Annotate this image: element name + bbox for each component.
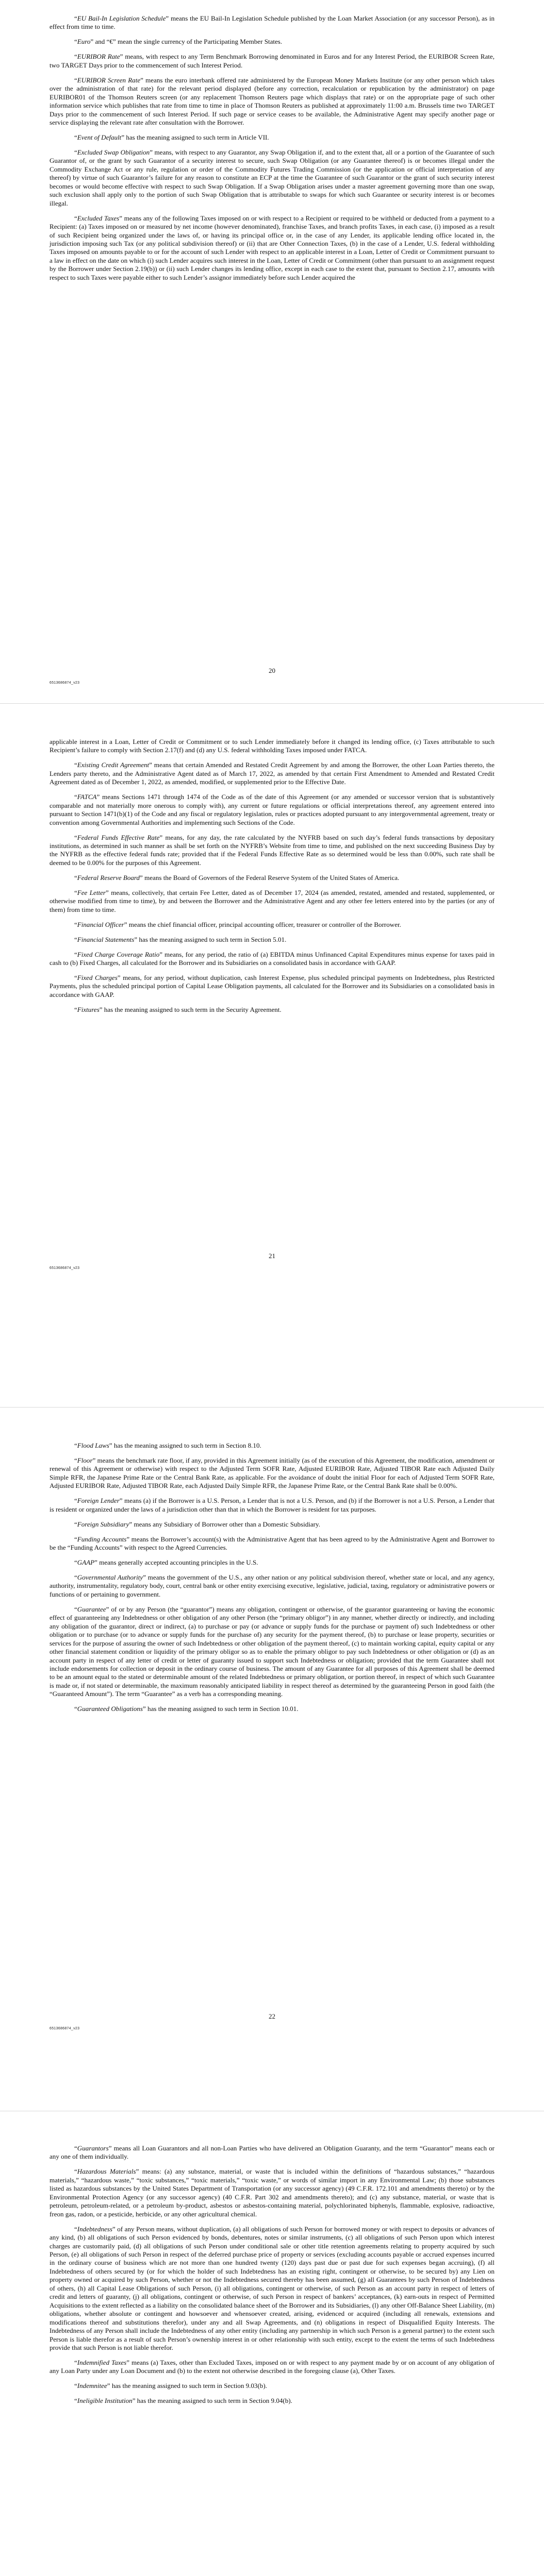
definition-paragraph: “Euro” and “€” mean the single currency of the Participating Member States. xyxy=(74,38,283,46)
page-body xyxy=(50,14,494,289)
defined-term: Excluded Taxes xyxy=(77,214,120,222)
definition-paragraph: “Existing Credit Agreement” means that certain Amended and Restated Credit Agreement by and among the Borrower, the other Loan Parties thereto, the Lenders party thereto, and the Administrative Agent dated as of March 17, 2022, as amended by that certain First Amendment to Amended and Restated Credit Agreement dated as of December 1, 2022, as amended, modified, or supplemented prior to the Effective Date. xyxy=(50,761,494,786)
definition-paragraph: “Fixtures” has the meaning assigned to such term in the Security Agreement. xyxy=(74,1005,282,1013)
defined-term: Fee Letter xyxy=(77,888,106,896)
defined-term: Indemnitee xyxy=(77,2382,107,2390)
defined-term: Federal Funds Effective Rate xyxy=(77,833,160,841)
definition-paragraph: “Fixed Charges” means, for any period, without duplication, cash Interest Expense, plus scheduled principal payments on Indebtedness, plus Restricted Payments, plus the scheduled principal portion of Capital Lease Obligation payments, all calculated for the Borrower and its Subsidiaries on a consolidated basis in accordance with GAAP. xyxy=(50,974,494,998)
defined-term: EURIBOR Rate xyxy=(77,53,120,61)
definition-paragraph: “Event of Default” has the meaning assigned to such term in Article VII. xyxy=(74,133,269,141)
definition-paragraph: “Federal Funds Effective Rate” means, for any day, the rate calculated by the NYFRB based on such day’s federal funds transactions by depositary institutions, as determined in such manner as shall be set forth on the NYFRB’s Website from time to time, and published on the next succeeding Business Day by the NYFRB as the effective federal funds rate; provided that if the Federal Funds Effective Rate as so determined would be less than 0.00%, such rate shall be deemed to be 0.00% for the purposes of this Agreement. xyxy=(50,833,494,867)
defined-term: Foreign Subsidiary xyxy=(77,1520,129,1528)
defined-term: Hazardous Materials xyxy=(77,2167,136,2176)
definition-paragraph: “Fixed Charge Coverage Ratio” means, for any period, the ratio of (a) EBITDA minus Unfinanced Capital Expenditures minus expense for taxes paid in cash to (b) Fixed Charges, all calculated for the Borrower and its Subsidiaries on a consolidated basis in accordance with GAAP. xyxy=(50,950,494,967)
definition-paragraph: “EU Bail-In Legislation Schedule” means the EU Bail-In Legislation Schedule published by the Loan Market Association (or any successor Person), as in effect from time to time. xyxy=(50,14,494,31)
defined-term: Financial Statements xyxy=(77,935,135,943)
defined-term: Fixed Charges xyxy=(77,974,118,982)
document-page xyxy=(0,2111,544,2576)
definition-paragraph: applicable interest in a Loan, Letter of Credit or Commitment or to such Lender immediately before it changed its lending office, (c) Taxes attributable to such Recipient’s failure to comply with Section 2.17(f) and (d) any U.S. federal withholding Taxes imposed under FATCA. xyxy=(50,738,494,754)
defined-term: Governmental Authority xyxy=(77,1573,143,1581)
definition-paragraph: “Guarantors” means all Loan Guarantors and all non-Loan Parties who have delivered an Obligation Guaranty, and the term “Guarantor” means each or any one of them individually. xyxy=(50,2144,494,2161)
page-number: 20 xyxy=(269,667,275,674)
page-body xyxy=(50,2144,494,2412)
defined-term: Foreign Lender xyxy=(77,1497,120,1505)
page-number: 21 xyxy=(269,1252,275,1260)
definition-paragraph: “Indemnified Taxes” means (a) Taxes, other than Excluded Taxes, imposed on or with respect to any payment made by or on account of any obligation of any Loan Party under any Loan Document and (b) to the extent not otherwise described in the foregoing clause (a), Other Taxes. xyxy=(50,2358,494,2375)
defined-term: Funding Accounts xyxy=(77,1535,127,1543)
definition-paragraph: “FATCA” means Sections 1471 through 1474 of the Code as of the date of this Agreement (or any amended or successor version that is substantively comparable and not materially more onerous to comply with), any current or future regulations or official interpretations thereof, any agreement entered into pursuant to Section 1471(b)(1) of the Code and any fiscal or regulatory legislation, rules or practices adopted pursuant to any intergovernmental agreement, treaty or convention among Governmental Authorities and implementing such Sections of the Code. xyxy=(50,793,494,826)
defined-term: Flood Laws xyxy=(77,1442,109,1449)
definition-paragraph: “Financial Statements” has the meaning assigned to such term in Section 5.01. xyxy=(74,935,287,943)
document-id: 6513686874_v23 xyxy=(50,2027,80,2030)
definition-paragraph: “Guaranteed Obligations” has the meaning assigned to such term in Section 10.01. xyxy=(74,1705,299,1713)
document-id: 6513686874_v23 xyxy=(50,681,80,685)
definition-paragraph: “Indebtedness” of any Person means, without duplication, (a) all obligations of such Person for borrowed money or with respect to deposits or advances of any kind, (b) all obligations of such Person evidenced by bonds, debentures, notes or similar instruments, (c) all obligations of such Person upon which interest charges are customarily paid, (d) all obligations of such Person under conditional sale or other title retention agreements relating to property acquired by such Person, (e) all obligations of such Person in respect of the deferred purchase price of property or services (excluding accounts payable or accrued expenses incurred in the ordinary course of business which are not more than one hundred twenty (120) days past due or past due for such expenses began accruing), (f) all Indebtedness of others secured by (or for which the holder of such Indebtedness has an existing right, contingent or otherwise, to be secured by) any Lien on property owned or acquired by such Person, whether or not the Indebtedness secured thereby has been assumed, (g) all Guarantees by such Person of Indebtedness of others, (h) all Capital Lease Obligations of such Person, (i) all obligations, contingent or otherwise, of such Person as an account party in respect of letters of credit and letters of guaranty, (j) all obligations, contingent or otherwise, of such Person in respect of bankers’ acceptances, (k) earn-outs in respect of Permitted Acquisitions to the extent reflected as a liability on the consolidated balance sheet of the Borrower and its Subsidiaries, (l) any other Off-Balance Sheet Liability, (m) obligations, whether absolute or contingent and howsoever and whensoever created, arising, evidenced or acquired (including all renewals, extensions and modifications thereof and substitutions therefor), under any and all Swap Agreements, and (n) obligations in respect of Disqualified Equity Interests. The Indebtedness of any Person shall include the Indebtedness of any other entity (including any partnership in which such Person is a general partner) to the extent such Person is liable therefor as a result of such Person’s ownership interest in or other relationship with such entity, except to the extent the terms of such Indebtedness provide that such Person is not liable therefor. xyxy=(50,2225,494,2351)
definition-paragraph: “Ineligible Institution” has the meaning assigned to such term in Section 9.04(b). xyxy=(74,2397,292,2405)
definition-paragraph: “Indemnitee” has the meaning assigned to such term in Section 9.03(b). xyxy=(74,2382,267,2390)
defined-term: Guarantors xyxy=(77,2144,109,2152)
definition-paragraph: “Foreign Lender” means (a) if the Borrower is a U.S. Person, a Lender that is not a U.S. Person, and (b) if the Borrower is not a U.S. Person, a Lender that is resident or organized under the laws of a jurisdiction other than that in which the Borrower is resident for tax purposes. xyxy=(50,1497,494,1513)
defined-term: Indemnified Taxes xyxy=(77,2358,127,2366)
definition-paragraph: “EURIBOR Screen Rate” means the euro interbank offered rate administered by the European Money Markets Institute (or any other person which takes over the administration of that rate) for the relevant period displayed (before any correction, recalculation or republication by the administrator) on page EURIBOR01 of the Thomson Reuters screen (or any replacement Thomson Reuters page which displays that rate) or on the appropriate page of such other information service which publishes that rate from time to time in place of Thomson Reuters as published at approximately 11:00 a.m. Brussels time two TARGET Days prior to the commencement of such Interest Period. If such page or service ceases to be available, the Administrative Agent may specify another page or service displaying the relevant rate after consultation with the Borrower. xyxy=(50,76,494,127)
defined-term: EURIBOR Screen Rate xyxy=(77,76,141,84)
defined-term: Event of Default xyxy=(77,133,122,141)
defined-term: Guaranteed Obligations xyxy=(77,1705,143,1713)
defined-term: Existing Credit Agreement xyxy=(77,761,150,769)
defined-term: Financial Officer xyxy=(77,920,124,928)
definition-paragraph: “Fee Letter” means, collectively, that certain Fee Letter, dated as of December 17, 2024 (as amended, restated, amended and restated, supplemented, or otherwise modified from time to time), by and between the Borrower and the Administrative Agent and any other fee letters entered into by the parties (or any of them) from time to time. xyxy=(50,888,494,913)
defined-term: Indebtedness xyxy=(77,2225,112,2233)
definition-paragraph: “Financial Officer” means the chief financial officer, principal accounting officer, treasurer or controller of the Borrower. xyxy=(74,920,401,928)
defined-term: FATCA xyxy=(77,793,97,801)
document-id: 6513686874_v23 xyxy=(50,1266,80,1270)
document-page xyxy=(0,1408,544,2111)
definition-paragraph: “Excluded Taxes” means any of the following Taxes imposed on or with respect to a Recipient or required to be withheld or deducted from a payment to a Recipient: (a) Taxes imposed on or measured by net income (however denominated), franchise Taxes, and branch profits Taxes, in each case, (i) imposed as a result of such Recipient being organized under the laws of, or having its principal office or, in the case of any Lender, its applicable lending office located in, the jurisdiction imposing such Tax (or any political subdivision thereof) or (ii) that are Other Connection Taxes, (b) in the case of a Lender, U.S. federal withholding Taxes imposed on amounts payable to or for the account of such Lender with respect to an applicable interest in a Loan, Letter of Credit or Commitment pursuant to a law in effect on the date on which (i) such Lender acquires such interest in the Loan, Letter of Credit or Commitment (other than pursuant to an assignment request by the Borrower under Section 2.19(b)) or (ii) such Lender changes its lending office, except in each case to the extent that, pursuant to Section 2.17, amounts with respect to such Taxes were payable either to such Lender’s assignor immediately before such Lender acquired the xyxy=(50,214,494,281)
defined-term: Fixed Charge Coverage Ratio xyxy=(77,950,160,958)
definition-paragraph: “Hazardous Materials” means: (a) any substance, material, or waste that is included within the definitions of “hazardous substances,” “hazardous materials,” “hazardous waste,” “toxic substances,” “toxic materials,” “toxic waste,” or words of similar import in any Environmental Law; (b) those substances listed as hazardous substances by the United States Department of Transportation (or any successor agency) (49 C.F.R. 172.101 and amendments thereto) or by the Environmental Protection Agency (or any successor agency) (40 C.F.R. Part 302 and amendments thereto); and (c) any substance, material, or waste that is petroleum, petroleum-related, or a petroleum by-product, asbestos or asbestos-containing material, polychlorinated biphenyls, flammable, explosive, radioactive, freon gas, radon, or a pesticide, herbicide, or any other agricultural chemical. xyxy=(50,2167,494,2218)
defined-term: Euro xyxy=(77,38,91,46)
document-page xyxy=(0,704,544,1407)
definition-paragraph: “Guarantee” of or by any Person (the “guarantor”) means any obligation, contingent or otherwise, of the guarantor guaranteeing or having the economic effect of guaranteeing any Indebtedness or other obligation of any other Person (the “primary obligor”) in any manner, whether directly or indirectly, and including any obligation of the guarantor, direct or indirect, (a) to purchase or pay (or advance or supply funds for the purchase or payment of) such Indebtedness or other obligation or to purchase (or to advance or supply funds for the purchase of) any security for the payment thereof, (b) to purchase or lease property, securities or services for the purpose of assuring the owner of such Indebtedness or other obligation of the payment thereof, (c) to maintain working capital, equity capital or any other financial statement condition or liquidity of the primary obligor so as to enable the primary obligor to pay such Indebtedness or other obligation or (d) as an account party in respect of any letter of credit or letter of guaranty issued to support such Indebtedness or obligation; provided that the term Guarantee shall not include endorsements for collection or deposit in the ordinary course of business. The amount of any Guarantee for all purposes of this Agreement shall be deemed to be an amount equal to the stated or determinable amount of the related Indebtedness or primary obligation, or portion thereof, in respect of which such Guarantee is made or, if not stated or determinable, the maximum reasonably anticipated liability in respect thereof as determined by the guaranteeing Person in good faith (the “Guaranteed Amount”). The term “Guarantee” as a verb has a corresponding meaning. xyxy=(50,1605,494,1698)
defined-term: EU Bail-In Legislation Schedule xyxy=(77,14,166,22)
defined-term: Federal Reserve Board xyxy=(77,873,140,882)
definition-paragraph: “GAAP” means generally accepted accounting principles in the U.S. xyxy=(74,1558,258,1567)
document-page xyxy=(0,0,544,703)
defined-term: Excluded Swap Obligation xyxy=(77,148,150,156)
definition-paragraph: “Excluded Swap Obligation” means, with respect to any Guarantor, any Swap Obligation if, and to the extent that, all or a portion of the Guarantee of such Guarantor of, or the grant by such Guarantor of a security interest to secure, such Swap Obligation (or any Guarantee thereof) is or becomes illegal under the Commodity Exchange Act or any rule, regulation or order of the Commodity Futures Trading Commission (or the application or official interpretation of any thereof) by virtue of such Guarantor’s failure for any reason to constitute an ECP at the time the Guarantee of such Guarantor or the grant of such security interest becomes or would become effective with respect to such Swap Obligation. If a Swap Obligation arises under a master agreement governing more than one swap, such exclusion shall apply only to the portion of such Swap Obligation that is attributable to swaps for which such Guarantee or security interest is or becomes illegal. xyxy=(50,148,494,207)
defined-term: Floor xyxy=(77,1456,93,1464)
definition-paragraph: “EURIBOR Rate” means, with respect to any Term Benchmark Borrowing denominated in Euros and for any Interest Period, the EURIBOR Screen Rate, two TARGET Days prior to the commencement of such Interest Period. xyxy=(50,53,494,69)
definition-paragraph: “Foreign Subsidiary” means any Subsidiary of Borrower other than a Domestic Subsidiary. xyxy=(74,1520,320,1528)
defined-term: Ineligible Institution xyxy=(77,2397,133,2405)
definition-paragraph: “Federal Reserve Board” means the Board of Governors of the Federal Reserve System of the United States of America. xyxy=(74,873,400,882)
page-body xyxy=(50,738,494,1021)
defined-term: GAAP xyxy=(77,1558,95,1567)
definition-paragraph: “Flood Laws” has the meaning assigned to such term in Section 8.10. xyxy=(74,1442,261,1449)
definition-paragraph: “Governmental Authority” means the government of the U.S., any other nation or any political subdivision thereof, whether state or local, and any agency, authority, instrumentality, regulatory body, court, central bank or other entity exercising executive, legislative, judicial, taxing, regulatory or administrative powers or functions of or pertaining to government. xyxy=(50,1573,495,1598)
definition-paragraph: “Funding Accounts” means the Borrower’s account(s) with the Administrative Agent that has been agreed to by the Administrative Agent and Borrower to be the “Funding Accounts” with respect to the Agreed Currencies. xyxy=(50,1535,495,1552)
page-number: 22 xyxy=(269,2012,275,2020)
definition-paragraph: “Floor” means the benchmark rate floor, if any, provided in this Agreement initially (as of the execution of this Agreement, the modification, amendment or renewal of this Agreement or otherwise) with respect to the Adjusted Term SOFR Rate, Adjusted EURIBOR Rate, Adjusted TIBOR Rate each Adjusted Daily Simple RFR, the Japanese Prime Rate or the Central Bank Rate, as applicable. For the avoidance of doubt the initial Floor for each of Adjusted Term SOFR Rate, Adjusted EURIBOR Rate, Adjusted TIBOR Rate, each Adjusted Daily Simple RFR, the Japanese Prime Rate, or the Central Bank Rate shall be 0.00%. xyxy=(50,1456,494,1490)
defined-term: Fixtures xyxy=(77,1005,100,1013)
page-body xyxy=(50,1442,494,1720)
defined-term: Guarantee xyxy=(77,1605,106,1613)
